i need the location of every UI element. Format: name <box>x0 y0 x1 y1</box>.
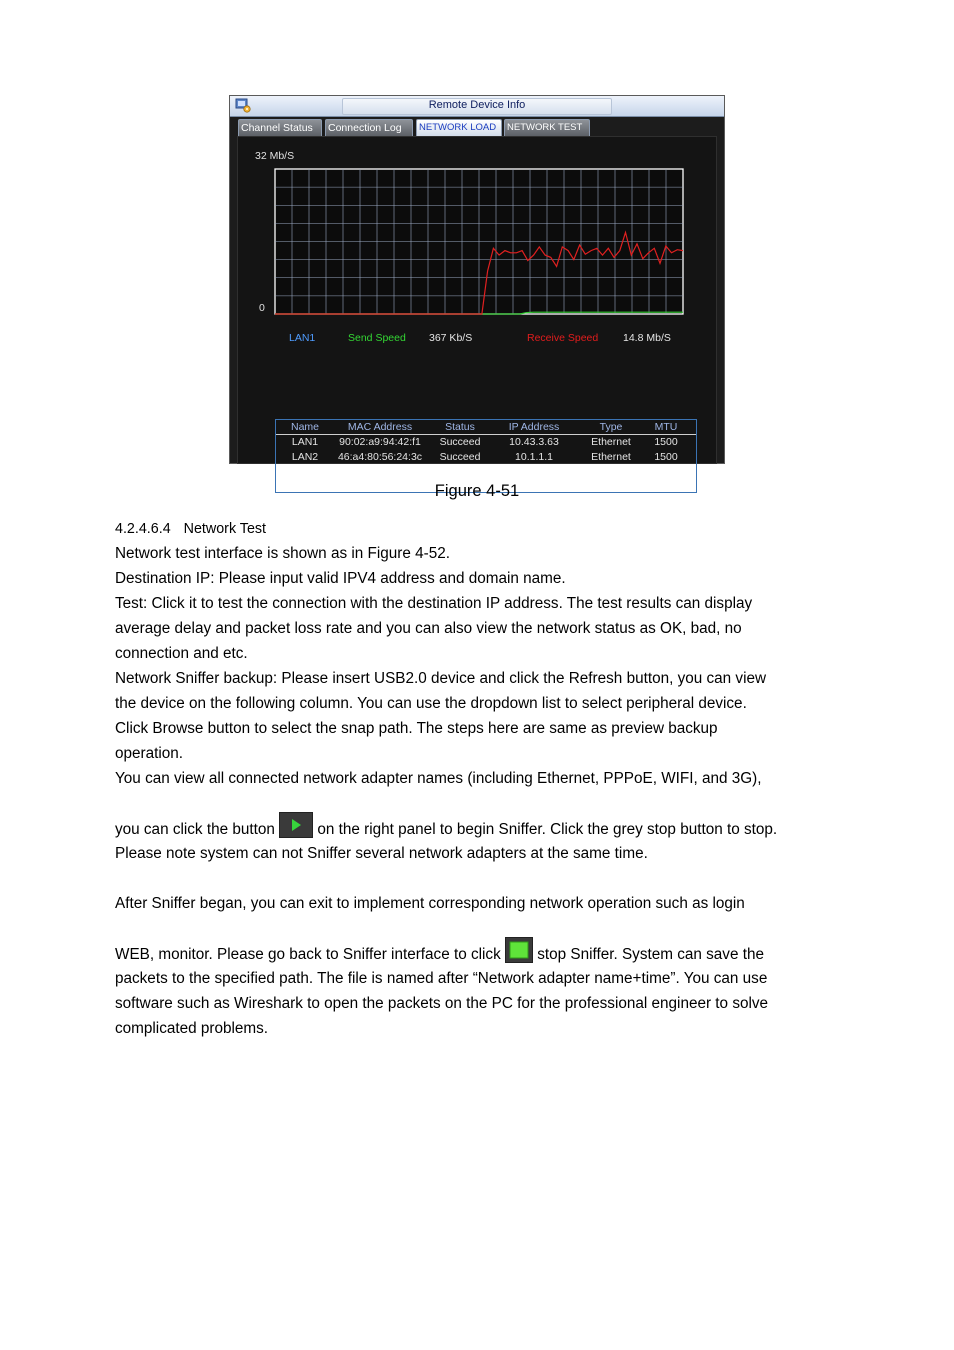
window-title: Remote Device Info <box>428 99 526 111</box>
paragraph-line: the device on the following column. You can use the dropdown list to select peripheral device. <box>115 695 747 712</box>
paragraph-line: Network test interface is shown as in Figure 4-52. <box>115 545 450 562</box>
paragraph-line: Click Browse button to select the snap path. The steps here are same as preview backup <box>115 720 718 737</box>
row-status: Succeed <box>439 451 481 463</box>
tab-connection-log[interactable]: Connection Log <box>325 119 413 136</box>
header-type: Type <box>599 421 623 433</box>
row-name: LAN1 <box>291 436 319 448</box>
figure-caption: Figure 4-51 <box>434 482 520 500</box>
legend-adapter-name: LAN1 <box>289 332 316 344</box>
tab-network-test[interactable]: NETWORK TEST <box>504 119 590 136</box>
paragraph-line: connection and etc. <box>115 645 248 662</box>
paragraph-line: Network Sniffer backup: Please insert USB2.0 device and click the Refresh button, you can view <box>115 670 767 687</box>
y-axis-min-label: 0 <box>259 302 265 314</box>
row-type: Ethernet <box>591 436 631 448</box>
network-load-panel <box>237 136 717 464</box>
paragraph-line <box>115 937 764 964</box>
tab-network-load[interactable]: NETWORK LOAD <box>416 119 502 136</box>
header-mtu: MTU <box>654 421 678 433</box>
remote-device-info-window <box>229 95 725 464</box>
paragraph-line: average delay and packet loss rate and you can also view the network status as OK, bad, no <box>115 620 742 637</box>
row-mac-address: 90:02:a9:94:42:f1 <box>339 436 421 448</box>
header-name: Name <box>290 421 320 433</box>
text-run: WEB, monitor. Please go back to Sniffer interface to click <box>115 946 501 963</box>
header-status: Status <box>445 421 475 433</box>
text-run: on the right panel to begin Sniffer. Click the grey stop button to stop. <box>317 821 778 838</box>
title-bar <box>230 96 724 117</box>
row-mtu: 1500 <box>654 436 678 448</box>
row-mtu: 1500 <box>654 451 678 463</box>
y-axis-max-label: 32 Mb/S <box>255 150 295 162</box>
legend-receive-value: 14.8 Mb/S <box>623 332 671 344</box>
table-header <box>276 420 696 435</box>
tab-row <box>230 117 724 137</box>
paragraph-line: complicated problems. <box>115 1020 269 1037</box>
legend-send-value: 367 Kb/S <box>429 332 473 344</box>
header-ip-address: IP Address <box>508 421 560 433</box>
section-number: 4.2.4.6.4 <box>115 521 171 537</box>
stop-icon[interactable] <box>505 937 533 963</box>
text-run: you can click the button <box>115 821 275 838</box>
row-status: Succeed <box>439 436 481 448</box>
row-name: LAN2 <box>291 451 319 463</box>
paragraph-line: Destination IP: Please input valid IPV4 address and domain name. <box>115 570 566 587</box>
paragraph-line: You can view all connected network adapter names (including Ethernet, PPPoE, WIFI, and 3G), <box>115 770 762 787</box>
paragraph-line: software such as Wireshark to open the packets on the PC for the professional engineer to solve <box>115 995 769 1012</box>
paragraph-line: Test: Click it to test the connection with the destination IP address. The test results can display <box>115 595 753 612</box>
paragraph-line: operation. <box>115 745 184 762</box>
tab-channel-status[interactable]: Channel Status <box>238 119 322 136</box>
section-title: Network Test <box>183 521 267 537</box>
text-run: stop Sniffer. System can save the <box>537 946 764 963</box>
paragraph-line <box>115 812 777 839</box>
paragraph-line: packets to the specified path. The file is named after “Network adapter name+time”. You can use <box>115 970 768 987</box>
legend-send-label: Send Speed <box>348 332 406 344</box>
play-icon[interactable] <box>279 812 313 838</box>
header-mac-address: MAC Address <box>347 421 413 433</box>
row-ip-address: 10.1.1.1 <box>515 451 553 463</box>
section-heading <box>115 521 266 537</box>
legend-receive-label: Receive Speed <box>527 332 599 344</box>
row-mac-address: 46:a4:80:56:24:3c <box>337 451 423 463</box>
row-type: Ethernet <box>591 451 631 463</box>
row-ip-address: 10.43.3.63 <box>509 436 559 448</box>
paragraph-line: Please note system can not Sniffer several network adapters at the same time. <box>115 845 648 862</box>
paragraph-line: After Sniffer began, you can exit to implement corresponding network operation such as login <box>115 895 745 912</box>
